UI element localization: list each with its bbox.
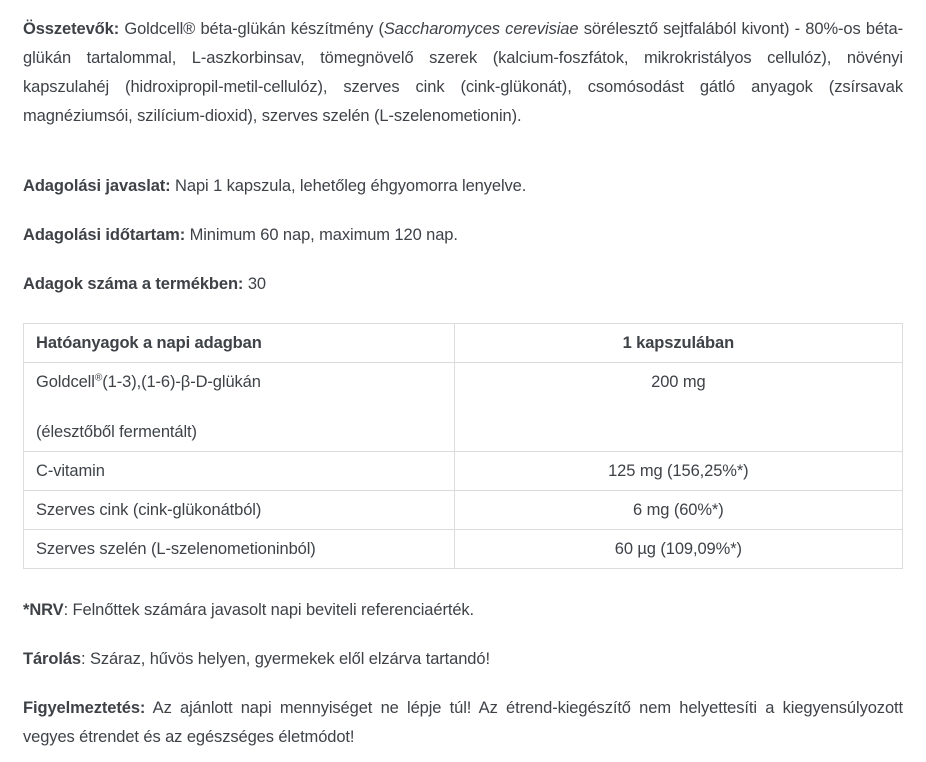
dosage-text: Napi 1 kapszula, lehetőleg éhgyomorra lenyelve. [170,177,527,195]
ingredients-label: Összetevők: [23,20,120,38]
warning-paragraph [23,694,903,752]
nutrition-table-header-row [24,324,903,363]
ingredient-name-cell: Szerves cink (cink-glükonátból) [24,491,455,530]
ingredient-value-cell: 125 mg (156,25%*) [454,452,902,491]
servings-value: 30 [243,275,266,293]
duration-text: Minimum 60 nap, maximum 120 nap. [185,226,458,244]
dosage-label: Adagolási javaslat: [23,177,171,195]
ingredient-value-cell: 200 mg [454,363,902,452]
ingredient-name-cell: Szerves szelén (L-szelenometioninból) [24,530,455,569]
storage-label: Tárolás [23,650,81,668]
table-header-per-capsule: 1 kapszulában [454,324,902,363]
storage-text: : Száraz, hűvös helyen, gyermekek elől elzárva tartandó! [81,650,490,668]
ingredient-name-line [36,371,442,393]
ingredient-name-rest: (1-3),(1-6)-β-D-glükán [102,373,261,391]
ingredient-name-cell [24,363,455,452]
table-header-active-ingredients: Hatóanyagok a napi adagban [24,324,455,363]
servings-label: Adagok száma a termékben: [23,275,244,293]
ingredient-name-note: (élesztőből fermentált) [36,423,197,441]
table-row-beta-glucan [24,363,903,452]
nutrition-table [23,323,903,569]
ingredients-paragraph [23,15,903,131]
ingredient-name-cell: C-vitamin [24,452,455,491]
table-row-vitamin-c [24,452,903,491]
warning-text: Az ajánlott napi mennyiséget ne lépje túl! Az étrend-kiegészítő nem helyettesíti a kiegyensúlyozott vegyes étrendet és az egészséges életmódot! [23,699,903,746]
ingredients-text-start: Goldcell® béta-glükán készítmény ( [119,20,384,38]
storage-paragraph [23,645,903,674]
ingredients-latin-name: Saccharomyces cerevisiae [383,20,579,38]
warning-label: Figyelmeztetés: [23,699,146,717]
nrv-label: *NRV [23,601,64,619]
ingredient-value-cell: 60 µg (109,09%*) [454,530,902,569]
ingredient-name-main: Goldcell [36,373,95,391]
registered-trademark-symbol: ® [94,372,103,384]
servings-paragraph [23,270,903,299]
table-row-selenium [24,530,903,569]
nrv-paragraph [23,596,903,625]
ingredients-text-end: sörélesztő sejtfalából kivont) - 80%-os béta-glükán tartalommal, L-aszkorbinsav, tömegnövelő szerek (kalcium-foszfátok, mikrokristályos cellulóz), növényi kapszulahéj (hidroxipropil-metil-cellulóz), szerves cink (cink-glükonát), csomósodást gátló anyagok (zsírsavak magnéziumsói, szilícium-dioxid), szerves szelén (L-szelenometionin). [23,20,903,125]
duration-label: Adagolási időtartam: [23,226,186,244]
nrv-text: : Felnőttek számára javasolt napi beviteli referenciaérték. [63,601,475,619]
dosage-paragraph [23,172,903,201]
duration-paragraph [23,221,903,250]
ingredient-value-cell: 6 mg (60%*) [454,491,902,530]
table-row-zinc [24,491,903,530]
